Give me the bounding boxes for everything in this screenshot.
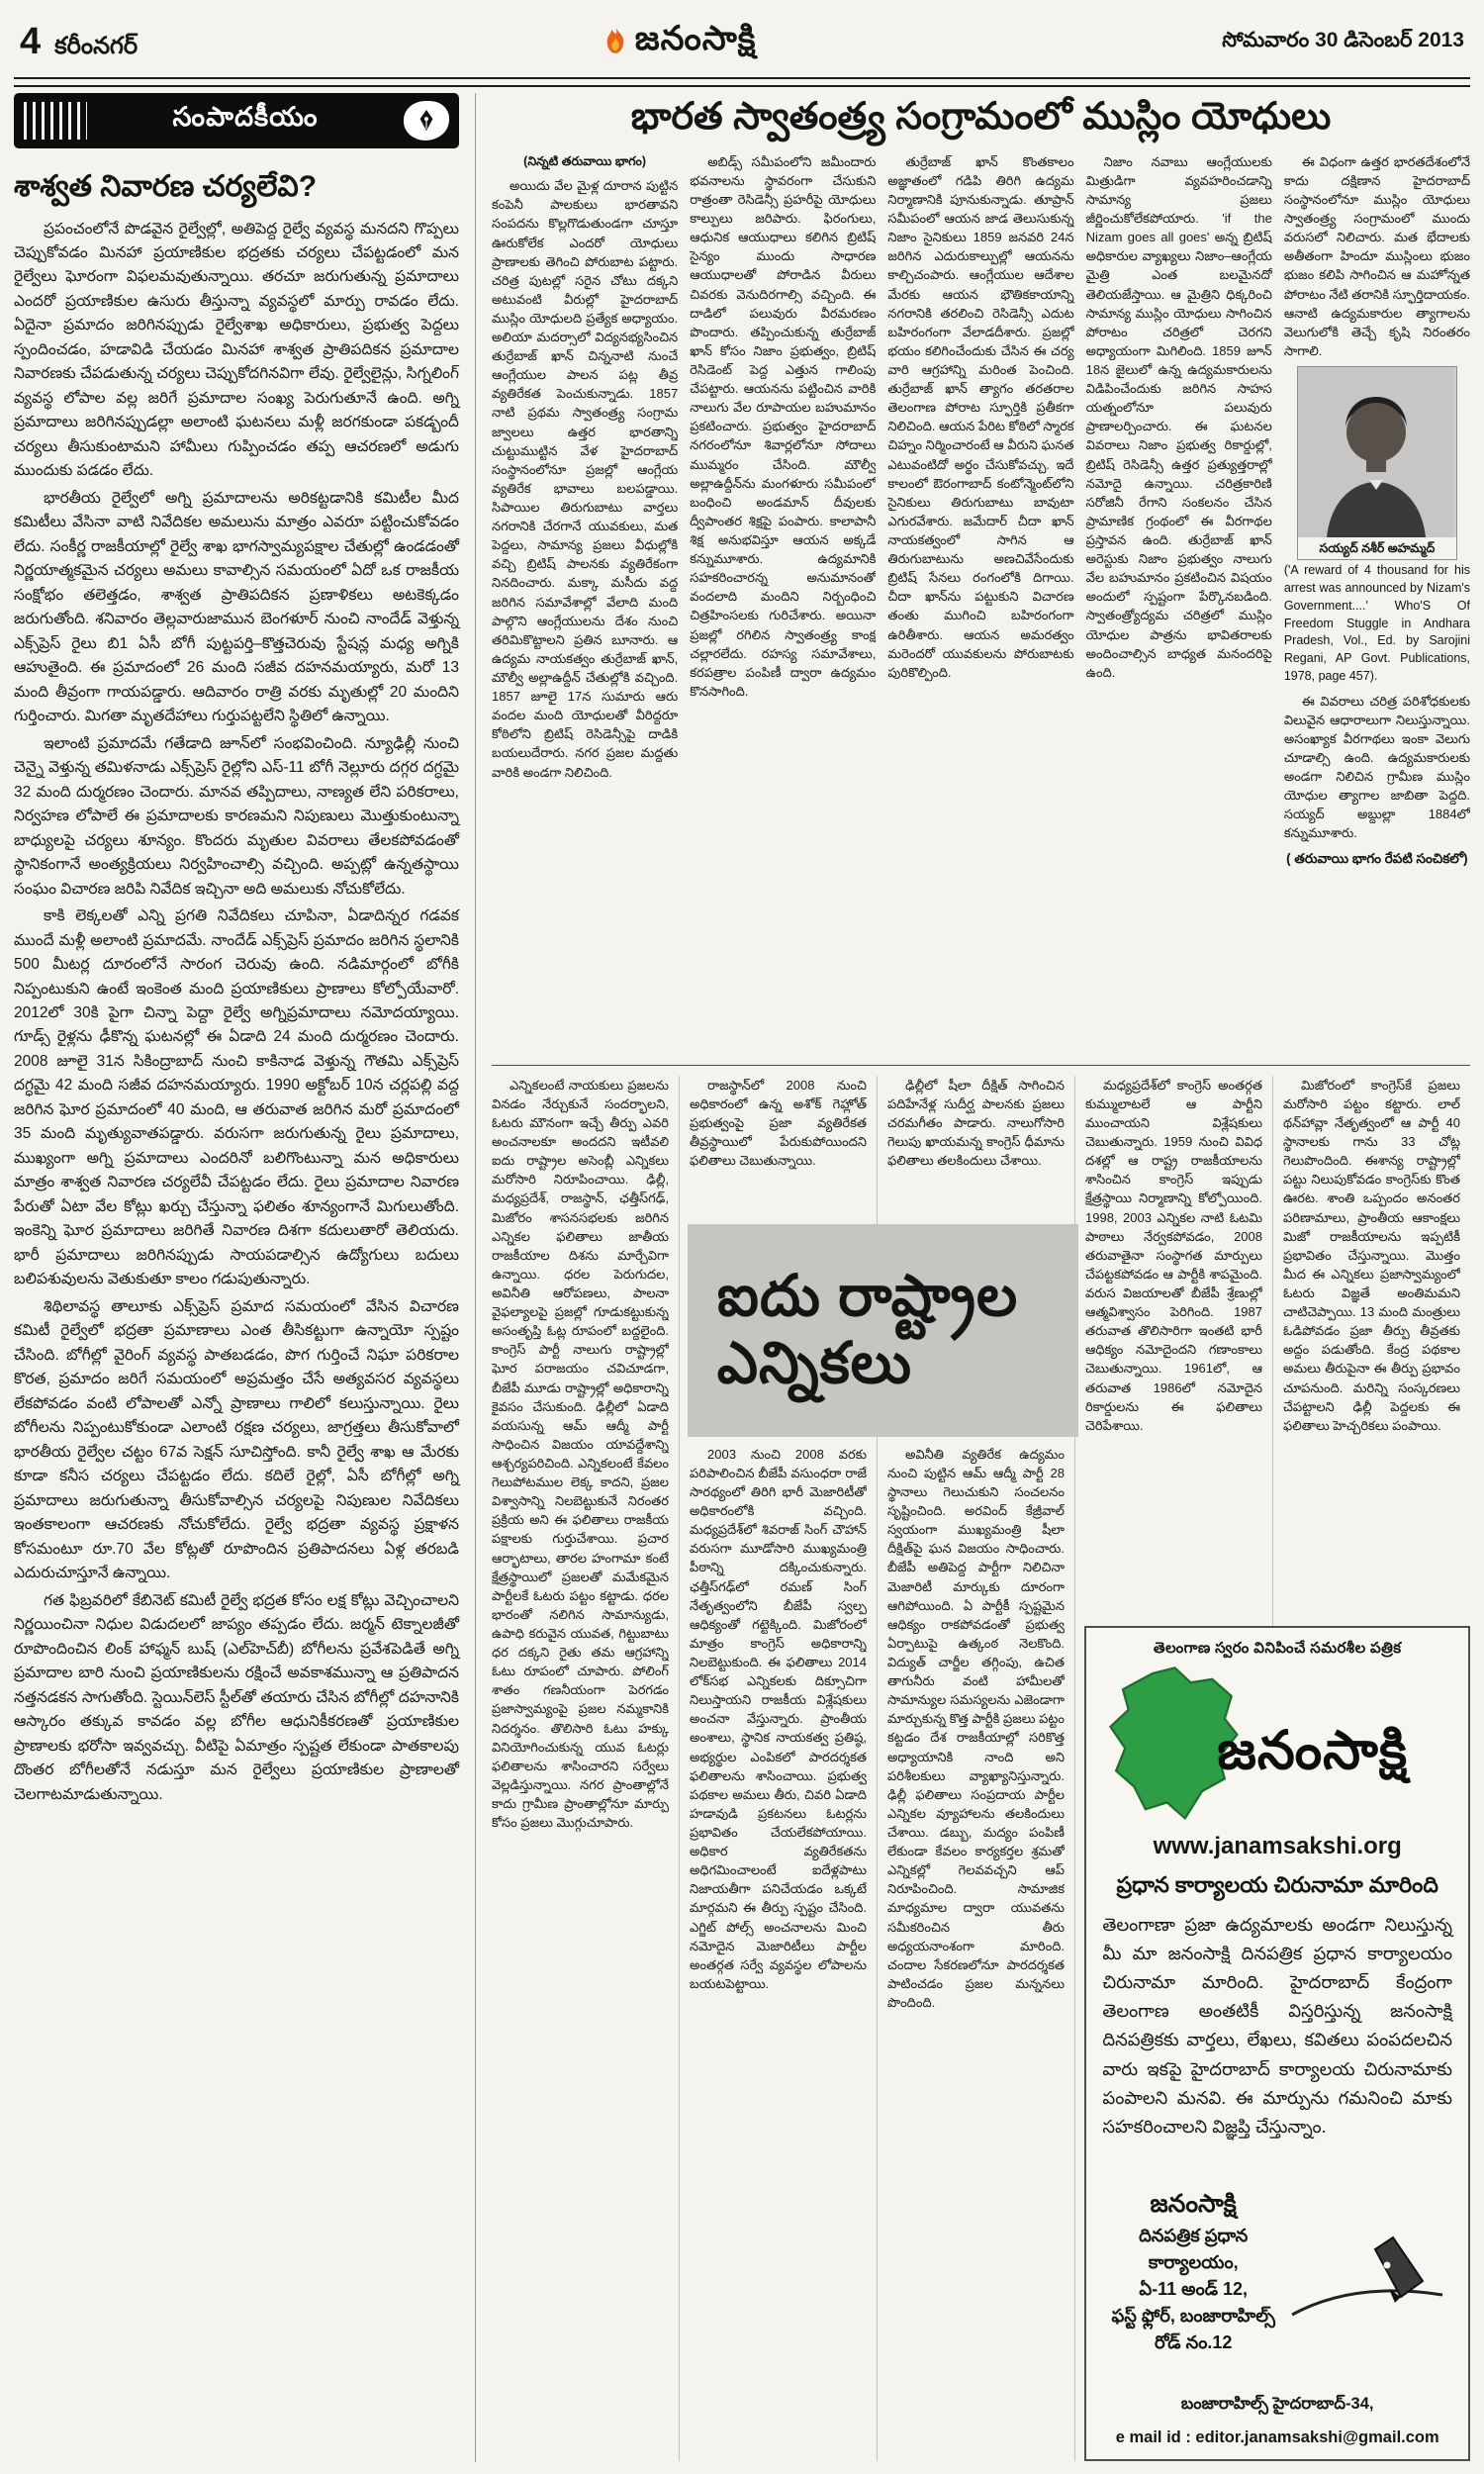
ad-tagline: తెలంగాణ స్వరం వినిపించే సమరశీల పత్రిక xyxy=(1153,1639,1402,1657)
editorial-paragraph: ప్రపంచంలోనే పొడవైన రైల్వేల్లో, అతిపెద్ద రైల్వే వ్యవస్థ మనదని గొప్పలు చెప్పుకోవడం మినహా ప్రయాణికుల భద్రతకు చర్యలు చేపట్టడంలో మన రైల్వేలు ఘోరంగా విఫలమవుతున్నాయి. తరచూ జరుగుతున్న ప్రమాదాలు ఎందరో ప్రయాణికుల ఉసురు తీస్తున్నా వ్యవస్థలో మార్పు రావడం లేదు. ఏదైనా ప్రమాదం జరిగినప్పుడు రైల్వేశాఖ అధికారులు, ప్రభుత్వ పెద్దలు స్పందించడం, హడావిడి చేయడం మినహా శాశ్వత ప్రాతిపదికన ప్రమాదాల నివారణకు చేపడుతున్న చర్యలు చెప్పుకోదగినవిగా లేవు. రైల్వేలైన్లు, సిగ్నలింగ్ వ్యవస్థ లోపాల వల్ల జరిగే ప్రమాదాల సంఖ్య పెరుగుతూనే ఉంది. అగ్ని ప్రమాదాలు జరిగినప్పుడల్లా అలాంటి ఘటనలు మళ్లీ జరగకుండా పకడ్బందీ చర్యలు తీసుకుంటామని హామీలు గుప్పించడం తప్ప ఆచరణలో అడుగు ముందుకు పడడం లేదు. xyxy=(14,220,459,480)
article-column-text: అయిదు వేల మైళ్ల దూరాన పుట్టిన కంపెనీ పాలకులు భారతావని సంపదను కొల్లగొడుతుండగా చూస్తూ ఊరుకోలేక ఎందరో యోధులు ప్రాణాలకు తెగించి పోరుబాట పట్టారు. చరిత్ర పుటల్లో సరైన చోటు దక్కని అటువంటి వీరుల్లో హైదరాబాద్ ముస్లిం యోధులది ప్రత్యేక అధ్యాయం. అలియా మదర్సాలో విద్యనభ్యసించిన తుర్రేబాజ్ ఖాన్ చిన్ననాటి నుంచే ఆంగ్లేయుల పాలన పట్ల తీవ్ర వ్యతిరేకత పెంచుకున్నాడు. 1857 నాటి ప్రథమ స్వాతంత్ర్య సంగ్రామ జ్వాలలు ఉత్తర భారతాన్ని చుట్టుముట్టిన వేళ హైదరాబాద్ సంస్థానంలోనూ ప్రజల్లో ఆంగ్లేయ వ్యతిరేక భావాలు బలపడ్డాయి. సిపాయిల తిరుగుబాటు వార్తలు నగరానికి చేరగానే యువకులు, మత పెద్దలు, సామాన్య ప్రజలు వీధుల్లోకి వచ్చి బ్రిటిష్ పాలనకు వ్యతిరేకంగా నినదించారు. మక్కా మసీదు వద్ద జరిగిన సమావేశాల్లో వేలాది మంది పాల్గొని ఆంగ్లేయులను దేశం నుంచి తరిమికొట్టాలని ప్రతిన బూనారు. ఆ ఉద్యమ నాయకత్వం తుర్రేబాజ్ ఖాన్, మౌల్వీ అల్లాఉద్దీన్ చేతుల్లోకి వచ్చింది. 1857 జూలై 17న సుమారు ఆరు వందల మంది యోధులతో వీరిద్దరూ కోఠిలోని బ్రిటిష్ రెసిడెన్సీపై దాడికి బయలుదేరారు. నగర ప్రజల మద్దతు వారికి అండగా నిలిచింది. xyxy=(492,178,679,780)
ad-org-name: జనంసాక్షి xyxy=(1150,2189,1237,2218)
article-column-text: ఈ వివరాలు చరిత్ర పరిశోధకులకు విలువైన ఆధారాలుగా నిలుస్తున్నాయి. అసంఖ్యాక వీరగాథలు ఇంకా వెలుగు చూడాల్సి ఉంది. ఉద్యమకారులకు అండగా నిలిచిన గ్రామీణ ముస్లిం యోధుల త్యాగాల జాబితా పెద్దది. సయ్యద్ అబ్దుల్లా 1884లో కన్నుమూశారు. xyxy=(1283,693,1470,841)
elections-column-1 xyxy=(492,1076,679,2461)
main-content xyxy=(476,93,1470,2462)
ad-contact-line xyxy=(1102,2395,1452,2447)
article-column-text: నిజాం నవాబు ఆంగ్లేయులకు మిత్రుడిగా వ్యవహరించడాన్ని సామాన్య ప్రజలు జీర్ణించుకోలేకపోయారు. 'if the Nizam goes all goes' అన్న బ్రిటిష్ అధికారుల వ్యాఖ్యలు నిజాం–ఆంగ్లేయ మైత్రి ఎంత బలమైనదో తెలియజేస్తాయి. ఆ మైత్రిని ధిక్కరించి సామాన్య ముస్లిం యోధులు సాగించిన పోరాటం చరిత్రలో చెరగని అధ్యాయంగా మిగిలింది. 1859 జూన్ 18న జైలులో ఉన్న ఉద్యమకారులను విడిపించేందుకు జరిగిన సాహస యత్నంలోనూ పలువురు ప్రాణాలర్పించారు. ఈ ఘటనల వివరాలు నిజాం ప్రభుత్వ రికార్డుల్లో, బ్రిటిష్ రెసిడెన్సీ ఉత్తర ప్రత్యుత్తరాల్లో నమోదై ఉన్నాయి. చరిత్రకారిణి సరోజినీ రేగాని సంకలనం చేసిన ప్రామాణిక గ్రంథంలో ఈ వీరగాథల ప్రస్తావన ఉంది. తుర్రేబాజ్ ఖాన్ అరెస్టుకు నిజాం ప్రభుత్వం నాలుగు వేల బహుమానం ప్రకటించిన విషయం అందులో స్పష్టంగా పేర్కొనబడింది. స్వాతంత్ర్యోద్యమ చరిత్రలో ముస్లిం యోధుల పాత్రను భావితరాలకు అందించాల్సిన బాధ్యత మనందరిపై ఉంది. xyxy=(1085,153,1272,680)
page-content xyxy=(14,93,1470,2462)
ad-brand-title: జనంసాక్షి xyxy=(1217,1720,1409,1780)
editorial-paragraph: శిథిలావస్థ తాలూకు ఎక్స్‌ప్రెస్ ప్రమాద సమయంలో వేసిన విచారణ కమిటీ రైల్వేలో భద్రతా ప్రమాణాలు ఎంత తీసికట్టుగా ఉన్నాయో స్పష్టం చేసింది. బోగీల్లో వైరింగ్ వ్యవస్థ పాతబడడం, పొగ గుర్తించే నిఘా పరికరాల కొరత, ప్రమాదం జరిగే సమయంలో అప్రమత్తం చేసే అత్యవసర వ్యవస్థలు లేకపోవడం వంటి లోపాలతో ఎన్నో ప్రాణాలు గాలిలో కలుస్తున్నాయి. రైలు బోగీలను నిప్పంటుకోకుండా ఎలాంటి రక్షణ చర్యలు, జాగ్రత్తలు తీసుకోవాలో భారతీయ రైల్వేల చట్టం 67వ సెక్షన్ సూచిస్తోంది. కానీ రైల్వే శాఖ ఆ మేరకు కూడా కనీస చర్యలు చేపట్టడం లేదు. కదిలే రైల్లో, ఏసీ బోగీల్లో అగ్ని ప్రమాదాలు జరుగుతున్నా తీసుకోవాల్సిన చర్యలపై నిపుణుల నివేదికలు ఇంతకాలంగా ఆచరణకు నోచుకోలేదు. రైల్వే భద్రతా వ్యవస్థ ప్రక్షాళన కోసమంటూ రూ.70 వేల కోట్లతో రూపొందిన ప్రతిపాదనలు ఏళ్ల తరబడి ఎదురుచూస్తూనే ఉన్నాయి. xyxy=(14,1297,459,1582)
ad-heading: ప్రధాన కార్యాలయ చిరునామా మారింది xyxy=(1116,1871,1438,1897)
editorial-section-banner xyxy=(14,93,459,148)
article-column-4 xyxy=(1086,152,1272,1055)
elections-column-text: ఢిల్లీలో షీలా దీక్షిత్ సాగించిన పదిహేనేళ్ల సుదీర్ఘ పాలనకు ప్రజలు చరమగీతం పాడారు. నాలుగోసారి గెలుపు ఖాయమన్న కాంగ్రెస్ ధీమాను ఫలితాలు తలకిందులు చేశాయి. xyxy=(887,1077,1065,1169)
edition-name: కరీంనగర్ xyxy=(54,32,139,59)
editorial-paragraph: ఇలాంటి ప్రమాదమే గతేడాది జూన్‌లో సంభవించింది. న్యూఢిల్లీ నుంచి చెన్నై వెళ్తున్న తమిళనాడు ఎక్స్‌ప్రెస్ రైల్లోని ఎస్-11 బోగీ నెల్లూరు దగ్గర దగ్ధమై 32 మంది దుర్మరణం చెందారు. మానవ తప్పిదాలు, నాణ్యత లేని పరికరాలు, నిర్వహణ లోపాలే ఈ ప్రమాదాలకు కారణమని నిపుణులు మొత్తుకుంటున్నా బాధ్యులపై చర్యలు శూన్యం. కొందరు మృతుల వివరాలు తేలకపోవడంతో స్థానికంగానే అంత్యక్రియలు నిర్వహించాల్సి వచ్చింది. అప్పట్లో ఉన్నతస్థాయి సంఘం విచారణ జరిపి నివేదిక ఇచ్చినా అది అమలుకు నోచుకోలేదు. xyxy=(14,734,459,898)
article-column-text: తుర్రేబాజ్ ఖాన్ కొంతకాలం అజ్ఞాతంలో గడిపి తిరిగి ఉద్యమ నిర్మాణానికి పూనుకున్నాడు. తూప్రాన్ సమీపంలో ఆయన జాడ తెలుసుకున్న నిజాం సైనికులు 1859 జనవరి 24న జరిగిన ఎదురుకాల్పుల్లో ఆయనను కాల్చిచంపారు. ఆంగ్లేయుల ఆదేశాల మేరకు ఆయన భౌతికకాయాన్ని నగరానికి తరలించి రెసిడెన్సీ ఎదుట బహిరంగంగా వేలాడదీశారు. ప్రజల్లో భయం కలిగించేందుకు చేసిన ఈ చర్య వారి ఆగ్రహాన్ని మరింత పెంచింది. తుర్రేబాజ్ ఖాన్ త్యాగం తరతరాల తెలంగాణ పోరాట స్ఫూర్తికి ప్రతీకగా నిలిచింది. ఆయన పేరిట కోఠిలో స్మారక చిహ్నం నిర్మించారంటే ఆ వీరుని ఘనత ఎటువంటిదో అర్థం చేసుకోవచ్చు. ఇదే కాలంలో ఔరంగాబాద్ కంటోన్మెంట్‌లోని సైనికులు తిరుగుబాటు బావుటా ఎగురవేశారు. జమేదార్ చీదా ఖాన్ నాయకత్వంలో సాగిన ఆ తిరుగుబాటును అణచివేసేందుకు బ్రిటిష్ సేనలు రంగంలోకి దిగాయి. చీదా ఖాన్‌ను పట్టుకుని విచారణ తంతు ముగించి బహిరంగంగా ఉరితీశారు. ఆయన అమరత్వం మరెందరో యువకులను పోరుబాటకు పురికొల్పింది. xyxy=(887,153,1074,680)
continued-note: (నిన్నటి తరువాయి భాగం) xyxy=(523,153,647,168)
ad-address-block xyxy=(1102,2186,1284,2357)
page-header xyxy=(14,8,1470,77)
elections-headline-line1: ఐదు రాష్ట్రాల xyxy=(716,1263,1019,1328)
photo-caption: సయ్యద్ నశీర్ అహమ్మద్ xyxy=(1298,537,1456,559)
ad-address-line: బంజారాహిల్స్ హైదరాబాద్-34, xyxy=(1180,2394,1374,2413)
ad-body-text: తెలంగాణా ప్రజా ఉద్యమాలకు అండగా నిలుస్తున్న మీ మా జనంసాక్షి దినపత్రిక ప్రధాన కార్యాలయం చిరునామా మారింది. హైదరాబాద్ కేంద్రంగా తెలంగాణ అంతటికీ విస్తరిస్తున్న జనంసాక్షి దినపత్రికకు వార్తలు, లేఖలు, కవితలు పంపదలచిన వారు ఇకపై హైదరాబాద్ కార్యాలయ చిరునామాకు పంపాలని మనవి. ఈ మార్పును గమనించి మాకు సహకరించాలని విజ్ఞప్తి చేస్తున్నాం. xyxy=(1102,1914,1452,2137)
elections-column-text: అవినీతి వ్యతిరేక ఉద్యమం నుంచి పుట్టిన ఆమ్ ఆద్మీ పార్టీ 28 స్థానాలు గెలుచుకుని సంచలనం సృష్టించింది. అరవింద్ కేజ్రీవాల్ స్వయంగా ముఖ్యమంత్రి షీలా దీక్షిత్‌పై ఘన విజయం సాధించారు. బీజేపీ అతిపెద్ద పార్టీగా నిలిచినా మెజారిటీ మార్కుకు దూరంగా ఆగిపోయింది. ఏ పార్టీకీ స్పష్టమైన ఆధిక్యం రాకపోవడంతో ప్రభుత్వ ఏర్పాటుపై ఉత్కంఠ నెలకొంది. విద్యుత్ చార్జీల తగ్గింపు, ఉచిత తాగునీరు వంటి హామీలతో సామాన్యుల సమస్యలను ఎజెండాగా మార్చుకున్న కొత్త పార్టీకి ప్రజలు పట్టం కట్టడం దేశ రాజకీయాల్లో సరికొత్త అధ్యాయానికి నాంది అని పరిశీలకులు వ్యాఖ్యానిస్తున్నారు. ఢిల్లీ ఫలితాలు సంప్రదాయ పార్టీల ఎన్నికల వ్యూహాలను తలకిందులు చేశాయి. డబ్బు, మద్యం పంపిణీ లేకుండా కేవలం కార్యకర్తల శ్రమతో ఎన్నికల్లో గెలవవచ్చని ఆప్ నిరూపించింది. సామాజిక మాధ్యమాల ద్వారా యువతను సమీకరించిన తీరు అధ్యయనాంశంగా మారింది. చందాల సేకరణలోనూ పారదర్శకత పాటించడం ప్రజల మన్ననలు పొందింది. xyxy=(887,1446,1065,2010)
editorial-section-label: సంపాదకీయం xyxy=(172,102,319,132)
elections-column-text: ఎన్నికలంటే నాయకులు ప్రజలను వినడం నేర్చుకునే సందర్భాలని, ఓటరు మౌనంగా ఇచ్చే తీర్పు ఎవరి అంచనాలకూ అందదని ఇటీవలి ఐదు రాష్ట్రాల అసెంబ్లీ ఎన్నికలు మరోసారి నిరూపించాయి. ఢిల్లీ, మధ్యప్రదేశ్, రాజస్థాన్, ఛత్తీస్‌గఢ్, మిజోరం శాసనసభలకు జరిగిన ఎన్నికల ఫలితాలు జాతీయ రాజకీయాల దిశను మార్చేవిగా ఉన్నాయి. ధరల పెరుగుదల, అవినీతి ఆరోపణలు, పాలనా వైఫల్యాలపై ప్రజల్లో గూడుకట్టుకున్న అసంతృప్తి ఓట్ల రూపంలో బద్దలైంది. కాంగ్రెస్ పార్టీ నాలుగు రాష్ట్రాల్లో ఘోర పరాజయం చవిచూడగా, బీజేపీ మూడు రాష్ట్రాల్లో అధికారాన్ని కైవసం చేసుకుంది. ఢిల్లీలో ఏడాది వయసున్న ఆమ్ ఆద్మీ పార్టీ సాధించిన విజయం యావద్దేశాన్ని ఆశ్చర్యపరిచింది. ఎన్నికలంటే కేవలం గెలుపోటముల లెక్క కాదని, ప్రజల విశ్వాసాన్ని నిలబెట్టుకునే నిరంతర ప్రక్రియ అని ఈ ఫలితాలు రాజకీయ పక్షాలకు గుర్తుచేశాయి. ప్రచార ఆర్భాటాలు, తారల హంగామా కంటే క్షేత్రస్థాయిలో ప్రజలతో మమేకమైన పార్టీలకే ఓటరు పట్టం కట్టాడు. ధరల భారంతో నలిగిన సామాన్యుడు, ఉపాధి కరువైన యువత, గిట్టుబాటు ధర దక్కని రైతు తమ ఆగ్రహాన్ని ఓటు రూపంలో చూపారు. పోలింగ్ శాతం గణనీయంగా పెరగడం ప్రజాస్వామ్యంపై ప్రజల నమ్మకానికి నిదర్శనం. తొలిసారి ఓటు హక్కు వినియోగించుకున్న యువ ఓటర్లు ఫలితాలను శాసించారని సర్వేలు వెల్లడిస్తున్నాయి. నగర ప్రాంతాల్లోనే కాదు గ్రామీణ ప్రాంతాల్లోనూ మార్పు కోసం ప్రజలు మొగ్గుచూపారు. xyxy=(492,1077,669,1831)
article-column-5 xyxy=(1284,152,1470,1055)
elections-article xyxy=(492,1076,1470,2461)
elections-column-text: 2003 నుంచి 2008 వరకు పరిపాలించిన బీజేపీ వసుంధరా రాజే సారథ్యంలో తిరిగి భారీ మెజారిటీతో అధికారంలోకి వచ్చింది. మధ్యప్రదేశ్‌లో శివరాజ్ సింగ్ చౌహాన్ వరుసగా మూడోసారి ముఖ్యమంత్రి పీఠాన్ని దక్కించుకున్నారు. ఛత్తీస్‌గఢ్‌లో రమణ్ సింగ్ నేతృత్వంలోని బీజేపీ స్వల్ప ఆధిక్యంతో గట్టెక్కింది. మిజోరంలో మాత్రం కాంగ్రెస్ అధికారాన్ని నిలబెట్టుకుంది. ఈ ఫలితాలు 2014 లోక్‌సభ ఎన్నికలకు దిక్సూచిగా నిలుస్తాయని రాజకీయ విశ్లేషకులు అంచనా వేస్తున్నారు. ప్రాంతీయ అంశాలు, స్థానిక నాయకత్వ ప్రతిష్ఠ, అభ్యర్థుల ఎంపికలో పారదర్శకత ఫలితాలను శాసించాయి. ప్రభుత్వ పథకాల అమలు తీరు, చివరి ఏడాది హడావుడి ప్రకటనలు ఓటర్లను ప్రభావితం చేయలేకపోయాయి. అధికార వ్యతిరేకతను అధిగమించాలంటే ఐదేళ్లపాటు నిజాయతీగా పనిచేయడం ఒక్కటే మార్గమని ఈ తీర్పు స్పష్టం చేసింది. ఎగ్జిట్ పోల్స్ అంచనాలను మించి నమోదైన మెజారిటీలు పార్టీల అంతర్గత సర్వే వ్యవస్థల లోపాలను బయటపెట్టాయి. xyxy=(690,1446,867,1991)
masthead-title: జనంసాక్షి xyxy=(634,19,757,57)
page-number: 4 xyxy=(20,20,42,62)
ad-email[interactable]: e mail id : editor.janamsakshi@gmail.com xyxy=(1115,2427,1439,2446)
elections-column-text: రాజస్థాన్‌లో 2008 నుంచి అధికారంలో ఉన్న అశోక్ గెహ్లోత్ ప్రభుత్వంపై ప్రజా వ్యతిరేకత తీవ్రస్థాయిలో పేరుకుపోయిందని ఫలితాలు చెబుతున్నాయి. xyxy=(690,1077,867,1169)
pen-illustration xyxy=(1284,2212,1452,2331)
portrait-image xyxy=(1298,367,1454,537)
lead-article-headline: భారత స్వాతంత్ర్య సంగ్రామంలో ముస్లిం యోధులు xyxy=(630,96,1332,138)
article-column-2 xyxy=(690,152,876,1055)
header-rule xyxy=(14,77,1470,87)
author-photo xyxy=(1297,366,1457,560)
continuation-note: ( తరువాయి భాగం రేపటి సంచికలో) xyxy=(1286,850,1468,866)
article-column-3 xyxy=(887,152,1073,1055)
ad-address-line: ఫస్ట్ ఫ్లోర్, బంజారాహిల్స్ రోడ్ నం.12 xyxy=(1111,2306,1275,2353)
header-left xyxy=(20,21,138,65)
editorial-paragraph: కాకి లెక్కలతో ఎన్ని ప్రగతి నివేదికలు చూపినా, ఏడాదిన్నర గడవక ముందే మళ్లీ అలాంటి ప్రమాదమే. నాందేడ్ ఎక్స్‌ప్రెస్ ప్రమాదం జరిగిన స్థలానికి 500 మీటర్ల దూరంలోనే సారంగ చెరువు ఉంది. నడిమార్గంలో బోగీకి నిప్పంటుకుని ఉంటే ఇంకెంత మంది ప్రయాణికులు ప్రాణాలు కోల్పోయేవారో. 2012లో 30కి పైగా చిన్నా పెద్దా రైల్వే అగ్నిప్రమాదాలు నమోదయ్యాయి. గూడ్స్ రైళ్లను ఢీకొన్న ఘటనల్లో ఈ ఏడాది 24 మంది దుర్మరణం చెందారు. 2008 జూలై 31న సికింద్రాబాద్ నుంచి కాకినాడ వెళ్తున్న గౌతమి ఎక్స్‌ప్రెస్ దగ్ధమై 42 మంది సజీవ దహనమయ్యారు. 1990 అక్టోబర్ 10న చర్లపల్లి వద్ద జరిగిన ఘోర ప్రమాదంలో 40 మంది, ఆ తరువాత జరిగిన మరో ప్రమాదంలో 35 మంది మృత్యువాతపడ్డారు. వరుసగా జరుగుతున్న రైలు ప్రమాదాలు, ముఖ్యంగా అగ్ని ప్రమాదాలు ఎందరినో బలిగొంటున్నా మన అధికారులు మాత్రం శాశ్వత నివారణ చర్యలేవీ చేపట్టడం లేదు. రైలు ప్రమాదాల నివారణ పేరుతో ఏటా వేల కోట్లు ఖర్చు చేస్తున్నా ఫలితం శూన్యంగానే మిగులుతోంది. ఇంకెన్ని ఘోర ప్రమాదాలు జరిగితే నివారణ దిశగా కదులుతారో తెలియదు. భారీ ప్రమాదాలు జరిగినప్పుడు సాయపడాల్సిన ఉద్యోగులు బదులు బలిపశువులను వెతుకుతూ కాలం గడుపుతున్నారు. xyxy=(14,907,459,1288)
masthead-logo xyxy=(603,20,757,66)
citation-text: ('A reward of 4 thousand for his arrest was announced by Nizam's Government....' Who'S Of Freedom Stuggle in Andhara Pradesh, Vol., Ed. by Sarojini Regani, AP Govt. Publications, 1978, page 457). xyxy=(1283,563,1470,683)
editorial-column xyxy=(14,93,476,2462)
article-column-text: అబిడ్స్ సమీపంలోని జమీందారు భవనాలను స్థావరంగా చేసుకుని రాత్రంతా రెసిడెన్సీ ప్రహరీపై యోధులు కాల్పులు జరిపారు. ఫిరంగులు, ఆధునిక ఆయుధాలు కలిగిన బ్రిటిష్ సైన్యం ముందు సాధారణ ఆయుధాలతో పోరాడిన వీరులు చివరకు వెనుదిరగాల్సి వచ్చింది. ఈ దాడిలో పలువురు వీరమరణం పొందారు. తప్పించుకున్న తుర్రేబాజ్ ఖాన్ కోసం నిజాం ప్రభుత్వం, బ్రిటిష్ రెసిడెంట్ పెద్ద ఎత్తున గాలింపు చేపట్టారు. ఆయనను పట్టించిన వారికి నాలుగు వేల రూపాయల బహుమానం ప్రకటించారు. ప్రభుత్వం హైదరాబాద్ నగరంలోనూ శివార్లలోనూ సోదాలు ముమ్మరం చేసింది. మౌల్వీ అల్లాఉద్దీన్‌ను మంగళూరు సమీపంలో బంధించి అండమాన్ దీవులకు ద్వీపాంతర శిక్షపై పంపారు. కాలాపానీ శిక్ష అనుభవిస్తూ ఆయన అక్కడే కన్నుమూశారు. ఉద్యమానికి సహకరించారన్న అనుమానంతో వందలాది మందిని నిర్బంధించి చిత్రహింసలకు గురిచేశారు. అయినా ప్రజల్లో రగిలిన స్వాతంత్ర్య కాంక్ష చల్లారలేదు. రహస్య సమావేశాలు, కరపత్రాల పంపిణీ ద్వారా ఉద్యమం కొనసాగింది. xyxy=(690,153,877,699)
elections-column-text: మధ్యప్రదేశ్‌లో కాంగ్రెస్ అంతర్గత కుమ్ములాటలే ఆ పార్టీని ముంచాయని విశ్లేషకులు చెబుతున్నారు. 1959 నుంచి వివిధ దశల్లో ఆ రాష్ట్ర రాజకీయాలను శాసించిన కాంగ్రెస్ ఇప్పుడు క్షేత్రస్థాయి నిర్మాణాన్ని కోల్పోయింది. 1998, 2003 ఎన్నికల నాటి ఓటమి పాఠాలు నేర్వకపోవడం, 2008 తరువాతైనా సంస్థాగత మార్పులు చేపట్టకపోవడం ఆ పార్టీకి శాపమైంది. వరుస విజయాలతో బీజేపీ శ్రేణుల్లో ఆత్మవిశ్వాసం పెరిగింది. 1987 తరువాత తొలిసారిగా ఇంతటి భారీ ఆధిక్యం నమోదైందని గణాంకాలు చెబుతున్నాయి. 1961లో, ఆ తరువాత 1986లో నమోదైన రికార్డులను ఈ ఫలితాలు చెరిపేశాయి. xyxy=(1085,1077,1262,1433)
editorial-paragraph: గత ఫిబ్రవరిలో కేబినెట్ కమిటీ రైల్వే భద్రత కోసం లక్ష కోట్లు వెచ్చించాలని నిర్ణయించినా నిధుల విడుదలలో జాప్యం తప్పడం లేదు. జర్మన్ టెక్నాలజీతో రూపొందించిన లింక్ హాఫ్మన్ బుష్ (ఎల్‌హెచ్‌బీ) బోగీలను ప్రవేశపెడితే అగ్ని ప్రమాదాల బారి నుంచి ప్రయాణికులను రక్షించే అవకాశమున్నా ఆ ప్రతిపాదన నత్తనడకన సాగుతోంది. స్టెయిన్‌లెస్ స్టీల్‌తో తయారు చేసిన బోగీల్లో దహనానికి ఆస్కారం తక్కువ కావడం వల్ల బోగీల ఆధునికీకరణతో ప్రయాణికుల ప్రాణాలకు భరోసా ఇవ్వవచ్చు. వీటిపై ఏమాత్రం స్పష్టత లేకుండా పాతకాలపు దొంతర బోగీలతోనే నడుస్తూ మన రైల్వేలు ప్రయాణికుల ప్రాణాలతో చెలగాటమాడుతున్నాయి. xyxy=(14,1591,459,1803)
flame-icon xyxy=(603,25,627,61)
editorial-body xyxy=(14,218,459,1807)
ad-website[interactable]: www.janamsakshi.org xyxy=(1153,1832,1402,1859)
article-column-1 xyxy=(492,152,678,1055)
banner-stripes-decoration xyxy=(24,102,87,140)
elections-headline-box xyxy=(688,1224,1079,1437)
issue-date: సోమవారం 30 డిసెంబర్ 2013 xyxy=(1222,28,1464,51)
ad-address-line: ఏ-11 అండ్ 12, xyxy=(1139,2279,1249,2300)
article-column-text: ఈ విధంగా ఉత్తర భారతదేశంలోనే కాదు దక్షిణాన హైదరాబాద్ సంస్థానంలోనూ ముస్లిం యోధులు స్వాతంత్ర్య సంగ్రామంలో ముందు వరుసలో నిలిచారు. మత భేదాలకు అతీతంగా హిందూ ముస్లింలు భుజం భుజం కలిపి సాగించిన ఆ మహోన్నత పోరాటం నేటి తరానికి స్ఫూర్తిదాయకం. ఆనాటి ఉద్యమకారుల త్యాగాలను వెలుగులోకి తెచ్చే కృషి నిరంతరం సాగాలి. xyxy=(1283,153,1470,358)
lead-article-body xyxy=(492,152,1470,1055)
ad-bottom-row xyxy=(1102,2153,1452,2389)
section-divider-rule xyxy=(492,1065,1470,1066)
elections-column-text: మిజోరంలో కాంగ్రెస్‌కే ప్రజలు మరోసారి పట్టం కట్టారు. లాల్ థన్‌హావ్లా నేతృత్వంలో ఆ పార్టీ 40 స్థానాలకు గాను 33 చోట్ల గెలుపొందింది. ఈశాన్య రాష్ట్రాల్లో పట్టు నిలుపుకోవడం కాంగ్రెస్‌కు కొంత ఊరట. శాంతి ఒప్పందం అనంతర పరిణామాలు, ప్రాంతీయ ఆకాంక్షలు మిజో రాజకీయాలను ఇప్పటికీ ప్రభావితం చేస్తున్నాయి. మొత్తం మీద ఈ ఎన్నికలు ప్రజాస్వామ్యంలో ఓటరు విజ్ఞతే అంతిమమని చాటిచెప్పాయి. 13 మంది మంత్రులు ఓడిపోవడం ప్రజా తీర్పు తీవ్రతకు అద్దం పడుతోంది. కేంద్ర పథకాల అమలు తీరుపైనా ఈ తీర్పు ప్రభావం చూపనుంది. మరిన్ని సంస్కరణలు చేపట్టాలని ఢిల్లీ పెద్దలకు ఈ ఫలితాలు హెచ్చరికలు పంపాయి. xyxy=(1283,1077,1460,1433)
ad-brand-row xyxy=(1102,1665,1452,1831)
ad-address-line: దినపత్రిక ప్రధాన కార్యాలయం, xyxy=(1139,2226,1249,2273)
editorial-headline: శాశ్వత నివారణ చర్యలేవి? xyxy=(14,170,318,203)
janamsakshi-ad xyxy=(1084,1626,1470,2461)
pen-nib-icon xyxy=(404,101,449,141)
elections-headline-line2: ఎన్నికలు xyxy=(716,1331,912,1396)
editorial-paragraph: భారతీయ రైల్వేలో అగ్ని ప్రమాదాలను అరికట్టడానికి కమిటీల మీద కమిటీలు వేసినా వాటి నివేదికల అమలును మాత్రం ఎవరూ పట్టించుకోవడం లేదు. సంకీర్ణ రాజకీయాల్లో రైల్వే శాఖ భాగస్వామ్యపక్షాల చేతుల్లో ఉండడంతో నిర్ణయాత్మకమైన చర్యలు అమలు కావాల్సిన సమయంలో ఏదో ఒక రాజకీయ సంక్షోభం తలెత్తడం, శాశ్వత ప్రాతిపదికన ప్రణాళికలు అటకెక్కడం జరుగుతోంది. శనివారం తెల్లవారుజామున బెంగళూర్ నుంచి నాందేడ్ వెళ్తున్న ఎక్స్‌ప్రెస్ రైలు బి1 ఏసీ బోగీ పుట్టపర్తి–కొత్తచెరువు స్టేషన్ల మధ్య అగ్నికి ఆహుతైంది. ఈ ప్రమాదంలో 26 మంది సజీవ దహనమయ్యారు, మరో 13 మంది తీవ్రంగా గాయపడ్డారు. ఆదివారం రాత్రి వరకు మృతుల్లో 20 మందిని గుర్తించారు. మిగతా మృతదేహాలు గుర్తుపట్టలేని స్థితిలో ఉన్నాయి. xyxy=(14,489,459,725)
